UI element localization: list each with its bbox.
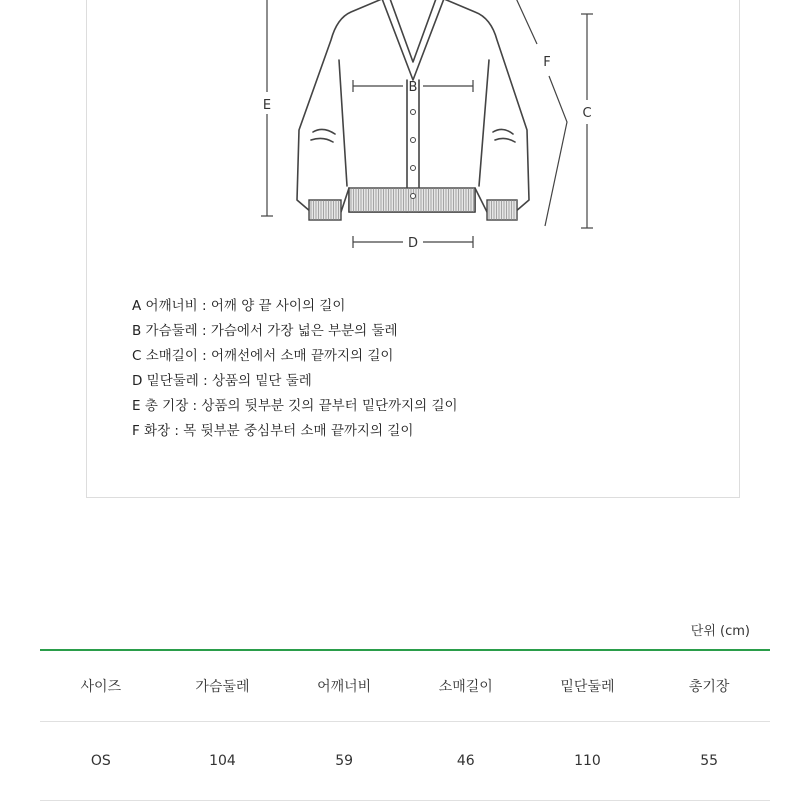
table-row [40, 722, 770, 801]
v-neck [381, 0, 445, 80]
right-sleeve-seam [479, 60, 489, 186]
button-icon [411, 194, 416, 199]
label-c: C [582, 106, 592, 121]
cell-hem: 110 [527, 722, 649, 801]
cell-size: OS [40, 722, 162, 801]
legend-item-f: F 화장 : 목 뒷부분 중심부터 소매 끝까지의 길이 [132, 423, 414, 439]
cell-length: 55 [648, 722, 770, 801]
label-d: D [407, 236, 419, 251]
cell-chest: 104 [162, 722, 284, 801]
measurement-legend [132, 294, 458, 444]
header-sleeve: 소매길이 [405, 650, 527, 722]
cardigan-diagram [1, 0, 800, 260]
cell-sleeve: 46 [405, 722, 527, 801]
legend-item-c: C 소매길이 : 어깨선에서 소매 끝까지의 길이 [132, 348, 394, 364]
header-size: 사이즈 [40, 650, 162, 722]
header-length: 총기장 [648, 650, 770, 722]
cardigan-body-outline [297, 0, 529, 212]
header-chest: 가슴둘레 [162, 650, 284, 722]
size-table [40, 649, 770, 801]
button-icon [411, 138, 416, 143]
button-icon [411, 166, 416, 171]
left-sleeve-seam [339, 60, 347, 186]
size-guide-box [86, 0, 740, 498]
legend-item-d: D 밑단둘레 : 상품의 밑단 둘레 [132, 373, 312, 389]
legend-item-b: B 가슴둘레 : 가슴에서 가장 넓은 부분의 둘레 [132, 323, 398, 339]
label-b: B [408, 80, 418, 95]
button-icon [411, 110, 416, 115]
header-hem: 밑단둘레 [527, 650, 649, 722]
unit-label: 단위 (cm) [690, 624, 750, 639]
label-f: F [543, 55, 551, 70]
header-shoulder: 어깨너비 [283, 650, 405, 722]
cell-shoulder: 59 [283, 722, 405, 801]
legend-item-a: A 어깨너비 : 어깨 양 끝 사이의 길이 [132, 298, 346, 314]
label-e: E [262, 98, 272, 113]
table-header-row [40, 650, 770, 722]
legend-item-e: E 총 기장 : 상품의 뒷부분 깃의 끝부터 밑단까지의 길이 [132, 398, 458, 414]
